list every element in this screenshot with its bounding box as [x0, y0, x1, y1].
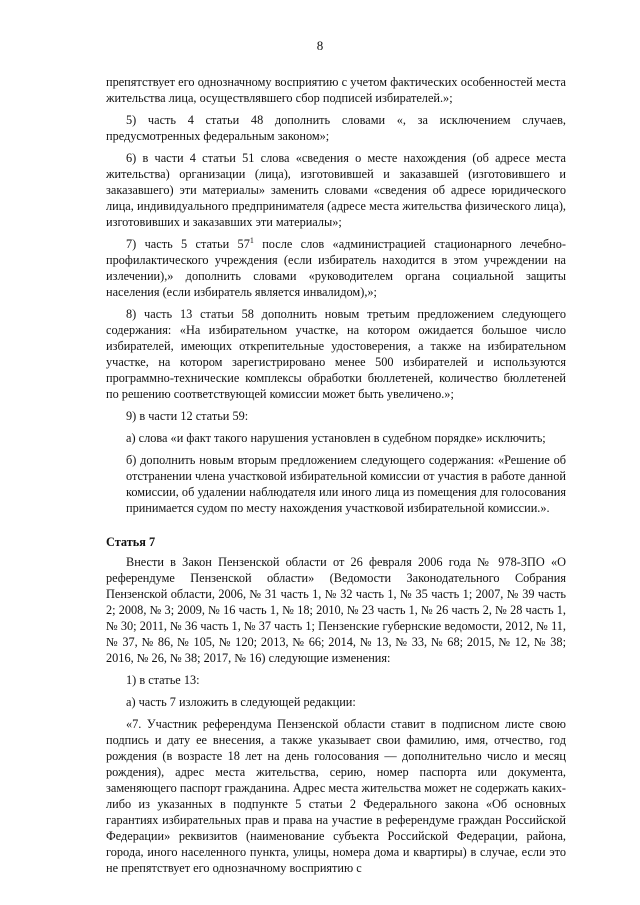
item-7-text-after: после слов «администрацией стационарного лечебно-профилактического учреждения (если избиратель находится в этом учреждении на излечении),» дополнить словами «руководителем органа социальной защиты населения (если избиратель является инвалидом),»; — [106, 237, 566, 299]
paragraph-item-7 — [106, 236, 566, 300]
page-number: 8 — [316, 38, 324, 53]
paragraph-item-5: 5) часть 4 статьи 48 дополнить словами «, за исключением случаев, предусмотренных федеральным законом»; — [106, 113, 566, 143]
paragraph-subitem-b: б) дополнить новым вторым предложением следующего содержания: «Решение об отстранении члена участковой избирательной комиссии от участия в работе данной комиссии, об удалении наблюдателя или иного лица из помещения для голосования принимается судом по месту нахождения участковой избирательной комиссии.». — [126, 453, 566, 515]
document-body — [106, 74, 566, 876]
item-7-text-before: 7) часть 5 статьи 57 — [126, 237, 250, 251]
paragraph-item-6: 6) в части 4 статьи 51 слова «сведения о месте нахождения (об адресе места жительства) организации (лица), изготовившей и заказавшей (изготовившего и заказавшего) эти материалы» заменить словами «сведения об адресе юридического лица, индивидуального предпринимателя (адресе места жительства физического лица), изготовивших и заказавших эти материалы»; — [106, 151, 566, 229]
paragraph-subitem-a: а) слова «и факт такого нарушения установлен в судебном порядке» исключить; — [126, 431, 546, 445]
paragraph-item-8: 8) часть 13 статьи 58 дополнить новым третьим предложением следующего содержания: «На избирательном участке, на котором ожидается большое число избирателей, имеющих открепительные удостоверения, а также на избирательном участке, на котором зарегистрировано менее 500 избирателей и используются программно-технические комплексы обработки бюллетеней, количество бюллетеней по решению соответствующей комиссии может быть увеличено.»; — [106, 307, 566, 401]
article-heading: Статья 7 — [106, 535, 156, 549]
article-intro-paragraph: Внести в Закон Пензенской области от 26 февраля 2006 года № 978-ЗПО «О референдуме Пензенской области» (Ведомости Законодательного Собрания Пензенской области, 2006, № 31 часть 1, № 32 часть 1, № 35 часть 1; 2007, № 39 часть 2; 2008, № 3; 2009, № 16 часть 1, № 18; 2010, № 23 часть 1, № 26 часть 2, № 28 часть 1, № 30; 2011, № 36 часть 1, № 37 часть 1; Пензенские губернские ведомости, 2012, № 11, № 37, № 86, № 105, № 120; 2013, № 66; 2014, № 13, № 33, № 68; 2015, № 12, № 38; 2016, № 26, № 38; 2017, № 16) следующие изменения: — [106, 555, 566, 665]
article-item-1: 1) в статье 13: — [126, 673, 200, 687]
paragraph-item-9: 9) в части 12 статьи 59: — [126, 409, 249, 423]
item-7-superscript: 1 — [249, 235, 254, 245]
article-subitem-a: а) часть 7 изложить в следующей редакции: — [126, 695, 356, 709]
article-quoted-paragraph: «7. Участник референдума Пензенской области ставит в подписном листе свою подпись и дату ее внесения, а также указывает свои фамилию, имя, отчество, год рождения (в возрасте 18 лет на день голосования — дополнительно число и месяц рождения), адрес места жительства, серию, номер паспорта или документа, заменяющего паспорт гражданина. Адрес места жительства может не содержать каких-либо из указанных в подпункте 5 статьи 2 Федерального закона «Об основных гарантиях избирательных прав и права на участие в референдуме граждан Российской Федерации» реквизитов (наименование субъекта Российской Федерации, района, города, иного населенного пункта, улицы, номера дома и квартиры) в случае, если это не препятствует его однозначному восприятию с — [106, 717, 566, 875]
paragraph-continuation: препятствует его однозначному восприятию с учетом фактических особенностей места жительства лица, осуществлявшего сбор подписей избирателей.»; — [106, 75, 566, 105]
